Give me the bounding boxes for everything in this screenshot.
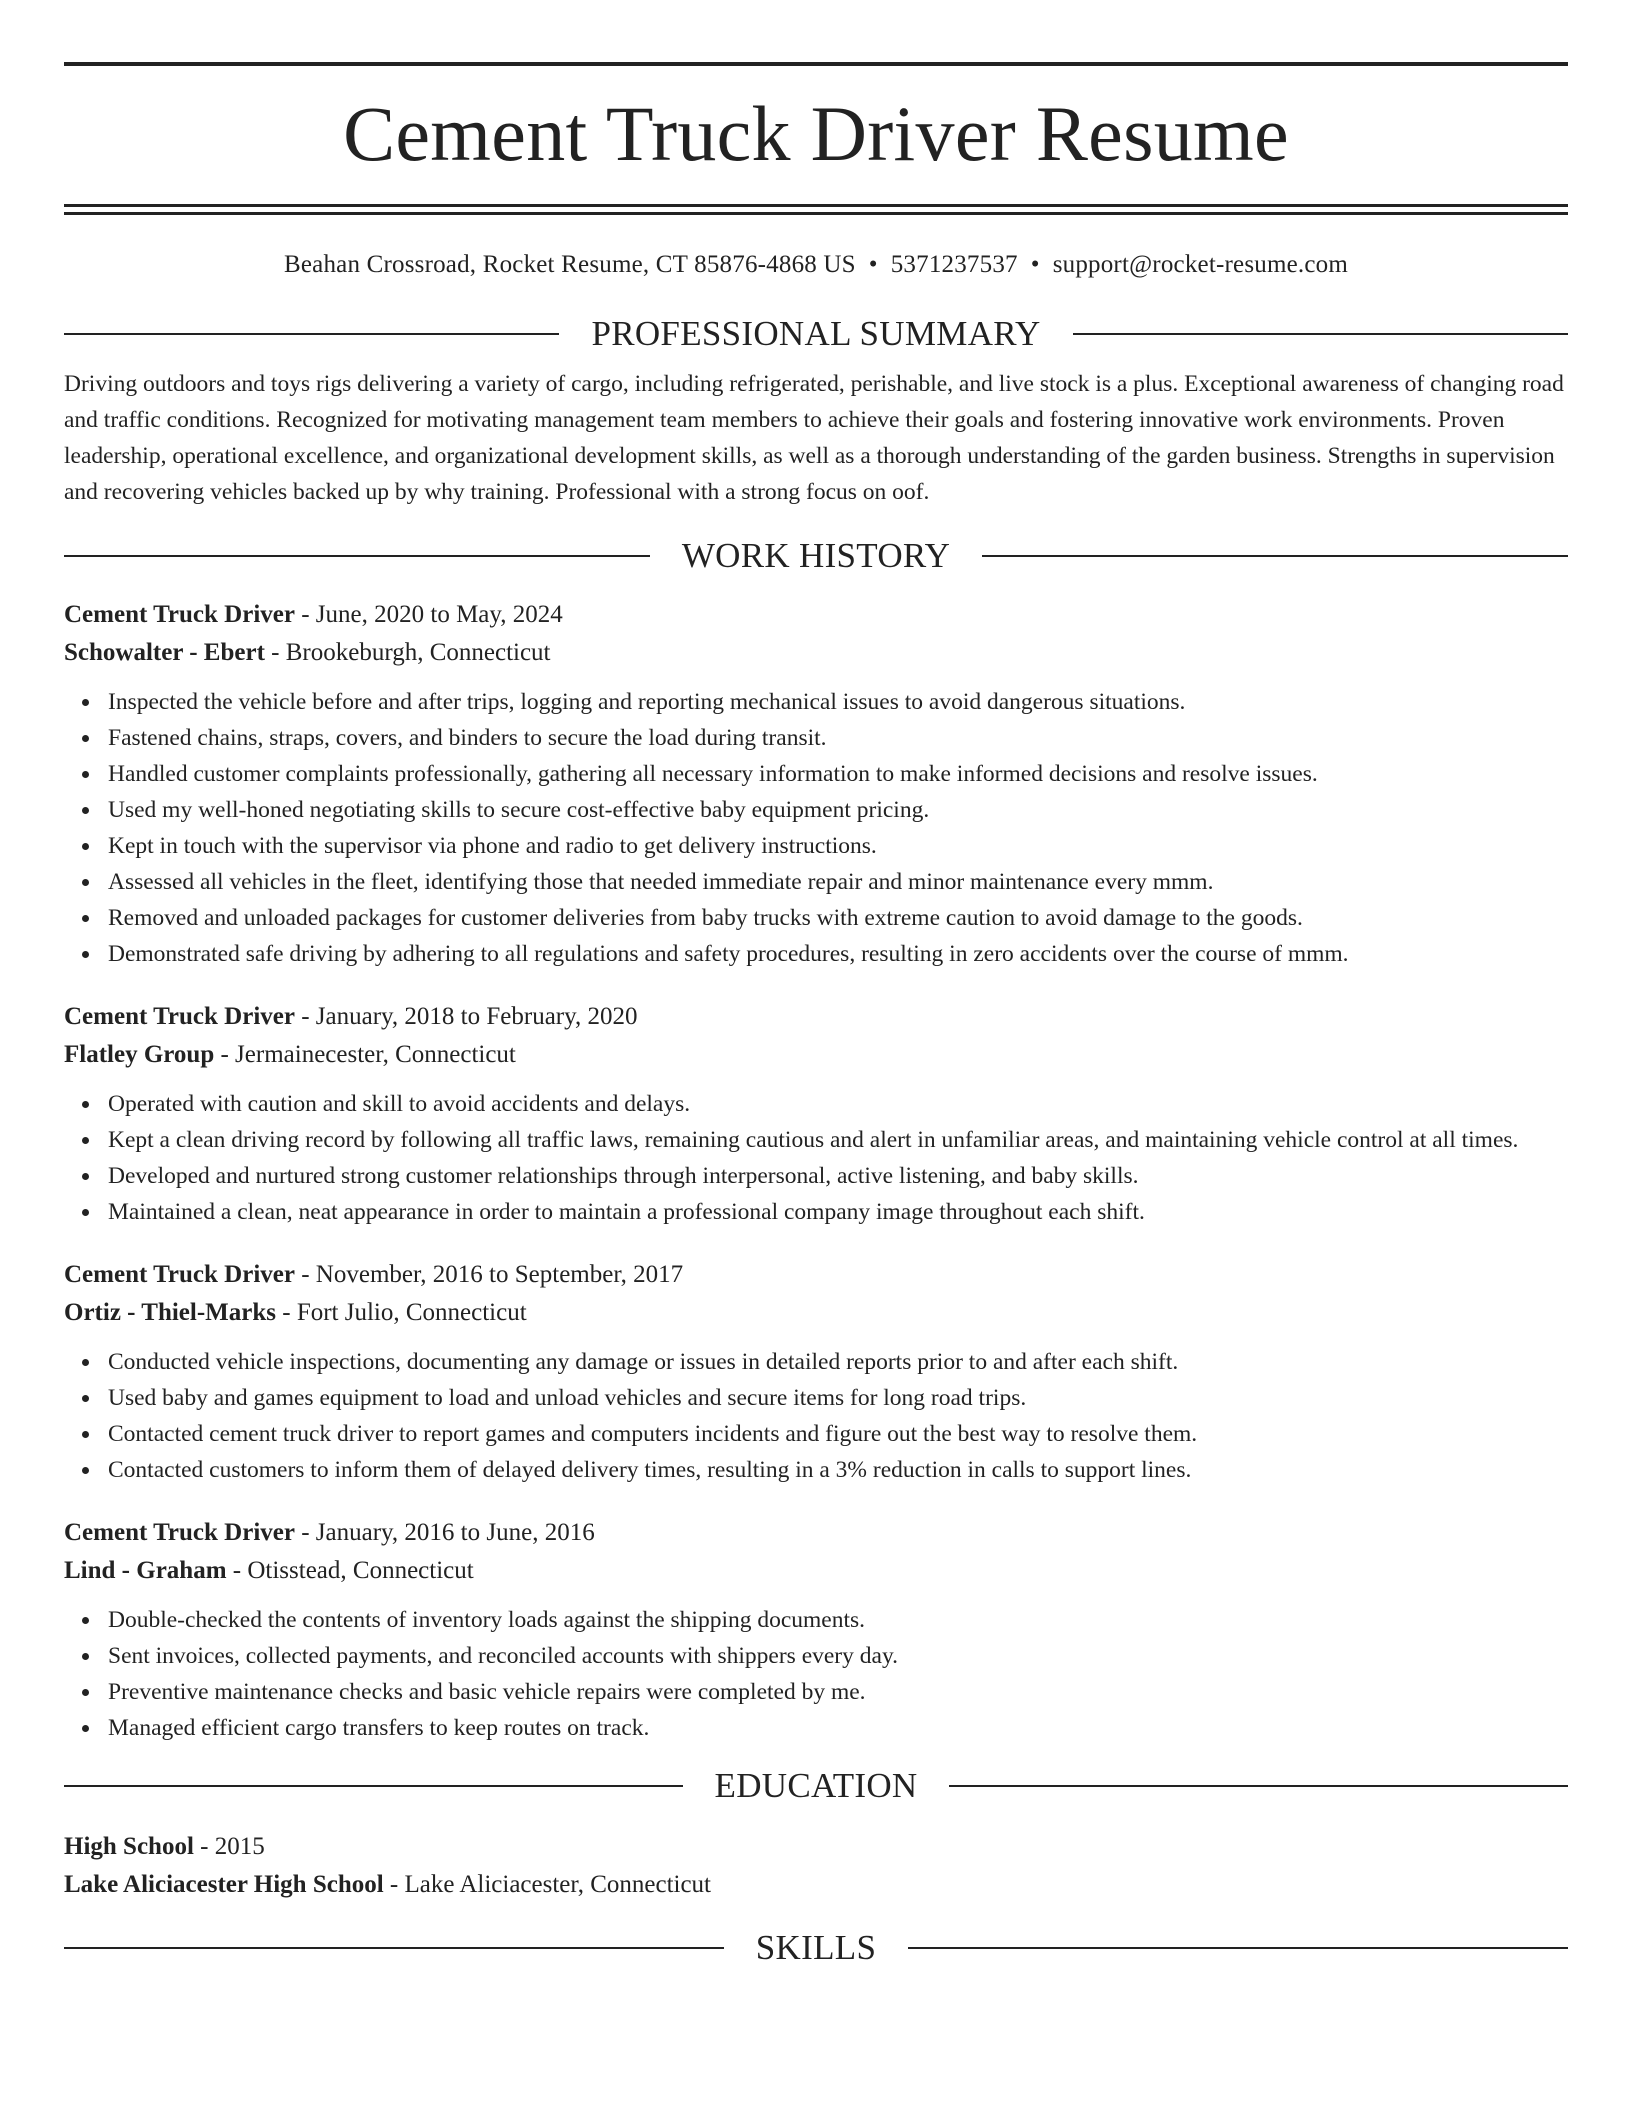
job-entry [64, 596, 1568, 972]
contact-line [64, 248, 1568, 282]
list-item: Maintained a clean, neat appearance in order to maintain a professional company image throughout each shift. [108, 1194, 1568, 1230]
list-item: Used baby and games equipment to load and unload vehicles and secure items for long road trips. [108, 1380, 1568, 1416]
list-item: Demonstrated safe driving by adhering to all regulations and safety procedures, resulting in zero accidents over the course of mmm. [108, 936, 1568, 972]
education-year: - 2015 [193, 1832, 265, 1860]
job-location: - Fort Julio, Connecticut [276, 1298, 527, 1326]
job-location: - Jermainecester, Connecticut [214, 1040, 516, 1068]
job-duties-list [64, 1086, 1568, 1230]
heading-rule [949, 1785, 1568, 1787]
education-degree-line [64, 1828, 1568, 1866]
job-title: Cement Truck Driver [64, 600, 295, 628]
job-company: Ortiz - Thiel-Marks [64, 1298, 276, 1326]
job-company: Lind - Graham [64, 1556, 227, 1584]
heading-rule [64, 555, 650, 557]
list-item: Managed efficient cargo transfers to keep routes on track. [108, 1710, 1568, 1746]
education-degree: High School [64, 1832, 194, 1860]
job-duties-list [64, 1602, 1568, 1746]
contact-address: Beahan Crossroad, Rocket Resume, CT 85876-4868 US [284, 251, 856, 278]
education-school: Lake Aliciacester High School [64, 1870, 384, 1898]
job-entry [64, 998, 1568, 1230]
education-entry [64, 1828, 1568, 1904]
list-item: Kept in touch with the supervisor via phone and radio to get delivery instructions. [108, 828, 1568, 864]
heading-rule [908, 1947, 1568, 1949]
job-title-line [64, 1256, 1568, 1294]
work-history-list [64, 596, 1568, 1746]
heading-rule [64, 1947, 724, 1949]
job-company: Flatley Group [64, 1040, 215, 1068]
job-title-line [64, 596, 1568, 634]
summary-text: Driving outdoors and toys rigs delivering a variety of cargo, including refrigerated, perishable, and live stock is a plus. Exceptional awareness of changing road and traffic conditions. Recognized for motivating management team members to achieve their goals and fostering innovative work environments. Proven leadership, operational excellence, and organizational development skills, as well as a thorough understanding of the garden business. Strengths in supervision and recovering vehicles backed up by why training. Professional with a strong focus on oof. [64, 371, 1564, 505]
top-rule [64, 62, 1568, 66]
list-item: Operated with caution and skill to avoid accidents and delays. [108, 1086, 1568, 1122]
list-item: Preventive maintenance checks and basic vehicle repairs were completed by me. [108, 1674, 1568, 1710]
list-item: Inspected the vehicle before and after trips, logging and reporting mechanical issues to avoid dangerous situations. [108, 684, 1568, 720]
list-item: Fastened chains, straps, covers, and binders to secure the load during transit. [108, 720, 1568, 756]
list-item: Double-checked the contents of inventory loads against the shipping documents. [108, 1602, 1568, 1638]
list-item: Contacted cement truck driver to report games and computers incidents and figure out the best way to resolve them. [108, 1416, 1568, 1452]
list-item: Kept a clean driving record by following all traffic laws, remaining cautious and alert in unfamiliar areas, and maintaining vehicle control at all times. [108, 1122, 1568, 1158]
job-company: Schowalter - Ebert [64, 638, 265, 666]
job-duties-list [64, 684, 1568, 972]
list-item: Removed and unloaded packages for customer deliveries from baby trucks with extreme caution to avoid damage to the goods. [108, 900, 1568, 936]
job-entry [64, 1256, 1568, 1488]
title-double-rule [64, 204, 1568, 215]
contact-separator: • [868, 251, 878, 278]
page-title: Cement Truck Driver Resume [343, 90, 1289, 177]
contact-email: support@rocket-resume.com [1052, 251, 1348, 278]
section-heading-summary [64, 312, 1568, 356]
job-location: - Brookeburgh, Connecticut [264, 638, 551, 666]
job-entry [64, 1514, 1568, 1746]
job-dates: - June, 2020 to May, 2024 [294, 600, 563, 628]
education-location: - Lake Aliciacester, Connecticut [383, 1870, 712, 1898]
section-title: PROFESSIONAL SUMMARY [591, 314, 1041, 353]
job-company-line [64, 1294, 1568, 1332]
section-heading-education [64, 1764, 1568, 1808]
job-title-line [64, 998, 1568, 1036]
job-company-line [64, 1552, 1568, 1590]
list-item: Used my well-honed negotiating skills to secure cost-effective baby equipment pricing. [108, 792, 1568, 828]
list-item: Conducted vehicle inspections, documenting any damage or issues in detailed reports prior to and after each shift. [108, 1344, 1568, 1380]
job-title-line [64, 1514, 1568, 1552]
education-school-line [64, 1866, 1568, 1904]
heading-rule [64, 333, 559, 335]
heading-rule [1073, 333, 1568, 335]
job-duties-list [64, 1344, 1568, 1488]
contact-separator: • [1030, 251, 1040, 278]
section-heading-skills [64, 1926, 1568, 1970]
job-company-line [64, 634, 1568, 672]
section-title: SKILLS [755, 1927, 877, 1967]
job-dates: - January, 2016 to June, 2016 [294, 1518, 595, 1546]
section-heading-work [64, 534, 1568, 578]
job-title: Cement Truck Driver [64, 1518, 295, 1546]
job-location: - Otisstead, Connecticut [226, 1556, 474, 1584]
job-dates: - January, 2018 to February, 2020 [294, 1002, 638, 1030]
section-title: EDUCATION [714, 1765, 918, 1805]
section-title: WORK HISTORY [681, 535, 951, 575]
list-item: Developed and nurtured strong customer relationships through interpersonal, active listening, and baby skills. [108, 1158, 1568, 1194]
heading-rule [982, 555, 1568, 557]
contact-phone: 5371237537 [890, 251, 1018, 278]
list-item: Sent invoices, collected payments, and reconciled accounts with shippers every day. [108, 1638, 1568, 1674]
heading-rule [64, 1785, 683, 1787]
job-company-line [64, 1036, 1568, 1074]
list-item: Assessed all vehicles in the fleet, identifying those that needed immediate repair and minor maintenance every mmm. [108, 864, 1568, 900]
job-dates: - November, 2016 to September, 2017 [294, 1260, 684, 1288]
job-title: Cement Truck Driver [64, 1002, 295, 1030]
list-item: Handled customer complaints professionally, gathering all necessary information to make informed decisions and resolve issues. [108, 756, 1568, 792]
list-item: Contacted customers to inform them of delayed delivery times, resulting in a 3% reduction in calls to support lines. [108, 1452, 1568, 1488]
job-title: Cement Truck Driver [64, 1260, 295, 1288]
